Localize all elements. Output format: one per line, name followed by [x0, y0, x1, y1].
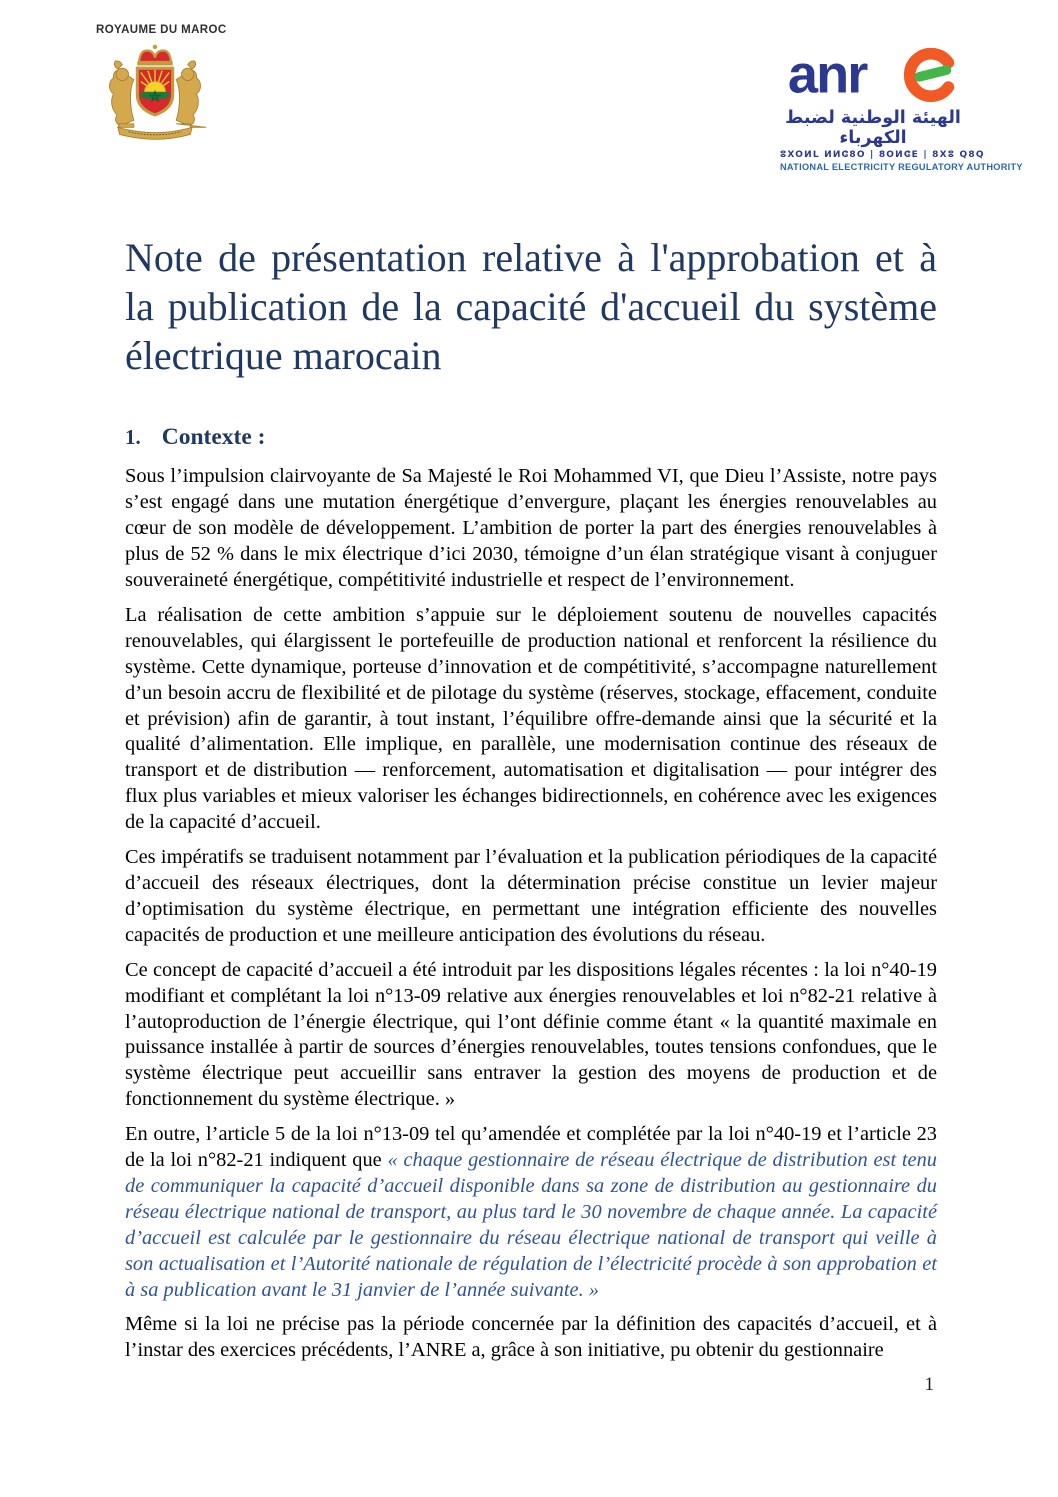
paragraph-3-text: Ces impératifs se traduisent notamment par l’évaluation et la publication périodiques de la capacité d’accueil des réseaux électriques, dont la détermination précise constitue un levier majeur d’optimisation du système électrique, en permettant une intégration efficiente des nouvelles capacités de production et une meilleure anticipation des évolutions du réseau.: [125, 846, 937, 946]
anre-logo-icon: [783, 44, 963, 102]
section-title: Contexte :: [161, 424, 266, 451]
anre-tifinagh-name: ⵓXOⵍL ⵍⵍⵛ8O | 8OⵍⵛE | 8Ⅹⵓ Q8Q: [780, 150, 985, 161]
anre-arabic-name: الهيئة الوطنية لضبط الكهرباء: [785, 108, 961, 149]
paragraph-1-text: Sous l’impulsion clairvoyante de Sa Majesté le Roi Mohammed VI, que Dieu l’Assiste, notre pays s’est engagé dans une mutation énergétique d’envergure, plaçant les énergies renouvelables au cœur de son modèle de développement. L’ambition de porter la part des énergies renouvelables à plus de 52 % dans le mix électrique d’ici 2030, témoigne d’un élan stratégique visant à conjuguer souveraineté énergétique, compétitivité industrielle et respect de l’environnement.: [125, 465, 937, 592]
paragraph-1: [125, 464, 937, 594]
paragraph-2-text: La réalisation de cette ambition s’appuie sur le déploiement soutenu de nouvelles capacités renouvelables, qui élargissent le portefeuille de production national et renforcent la résilience du système. Cette dynamique, porteuse d’innovation et de compétitivité, s’accompagne naturellement d’un besoin accru de flexibilité et de pilotage du système (réserves, stockage, effacement, conduite et prévision) afin de garantir, à tout instant, l’équilibre offre-demande ainsi que la sécurité et la qualité d’alimentation. Elle implique, en parallèle, une modernisation continue des réseaux de transport et de distribution — renforcement, automatisation et digitalisation — pour intégrer des flux plus variables et mieux valoriser les échanges bidirectionnels, en cohérence avec les exigences de la capacité d’accueil.: [125, 603, 937, 834]
morocco-coat-of-arms-icon: [102, 41, 208, 143]
anre-english-caption: NATIONAL ELECTRICITY REGULATORY AUTHORITY: [780, 162, 1023, 173]
page-number: 1: [924, 1374, 934, 1395]
document-content: [125, 234, 937, 1373]
svg-text:anr: anr: [787, 44, 867, 102]
paragraph-5: [125, 1122, 937, 1303]
paragraph-3: [125, 845, 937, 949]
paragraph-4: [125, 958, 937, 1113]
header-kingdom-block: [96, 24, 227, 148]
document-title: Note de présentation relative à l'approbation et à la publication de la capacité d'accueil du système électrique marocain: [125, 235, 937, 378]
anre-logo-block: [780, 44, 1023, 173]
paragraph-6: [125, 1312, 937, 1364]
kingdom-label: ROYAUME DU MAROC: [96, 24, 227, 36]
paragraph-5-legal-quote: « chaque gestionnaire de réseau électrique de distribution est tenu de communiquer la capacité d’accueil disponible dans sa zone de distribution au gestionnaire du réseau électrique national de transport, au plus tard le 30 novembre de chaque année. La capacité d’accueil est calculée par le gestionnaire du réseau électrique national de transport qui veille à son actualisation et l’Autorité nationale de régulation de l’électricité procède à son approbation et à sa publication avant le 31 janvier de l’année suivante. »: [125, 1149, 937, 1301]
paragraph-4-text: Ce concept de capacité d’accueil a été introduit par les dispositions légales récentes : la loi n°40-19 modifiant et complétant la loi n°13-09 relative aux énergies renouvelables et loi n°82-21 relative à l’autoproduction de l’énergie électrique, qui l’ont définie comme étant « la quantité maximale en puissance installée à partir de sources d’énergies renouvelables, toutes tensions confondues, que le système électrique peut accueillir sans entraver la gestion des moyens de production et de fonctionnement du système électrique. »: [125, 958, 937, 1111]
paragraph-5-text: En outre, l’article 5 de la loi n°13-09 tel qu’amendée et complétée par la loi n°40-19 et l’article 23 de la loi n°82-21 indiquent que: [125, 1123, 937, 1172]
section-heading-contexte: [125, 424, 937, 451]
body-text: [125, 464, 937, 1364]
paragraph-2: [125, 603, 937, 836]
paragraph-6-text: Même si la loi ne précise pas la période concernée par la définition des capacités d’accueil, et à l’instar des exercices précédents, l’ANRE a, grâce à son initiative, pu obtenir du gestionnaire: [125, 1313, 937, 1362]
section-number: 1.: [125, 425, 141, 450]
